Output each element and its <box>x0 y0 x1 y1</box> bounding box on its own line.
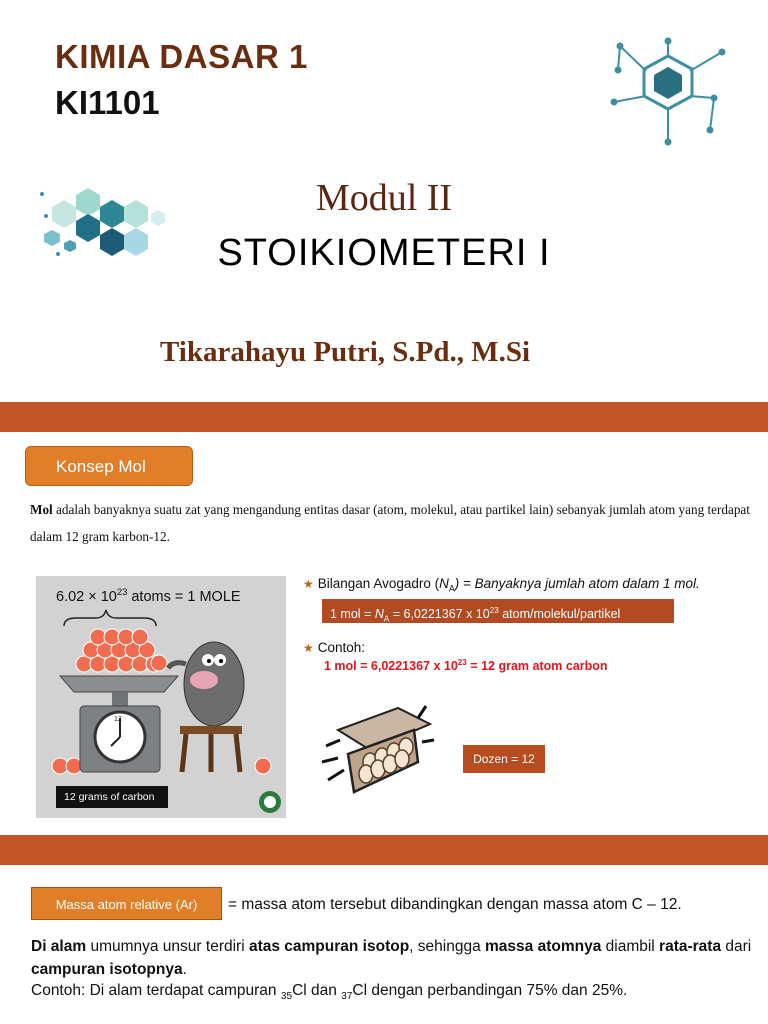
massa-atom-definition: = massa atom tersebut dibandingkan dengan massa atom C – 12. <box>228 896 682 913</box>
dozen-label: Dozen = 12 <box>463 745 545 773</box>
avogadro-line: ★ Bilangan Avogadro $(N_A)$ = Banyaknya jumlah atom dalam 1 mol. <box>303 576 700 594</box>
illustration-caption-top: $6.02 \times 10^{23}$ atoms = 1 MOLE <box>56 586 241 605</box>
avogadro-definition-box: 1 mol = $N_A = 6,0221367$ x $10^{23}$ atom/molekul/partikel <box>322 599 674 623</box>
divider-band <box>0 835 768 865</box>
mol-definition-text: adalah banyaknya suatu zat yang mengandung entitas dasar (atom, molekul, atau partikel lain) sebanyak jumlah atom yang terdapat dalam 12 gram karbon-12. <box>30 502 750 544</box>
mol-term: Mol <box>30 502 53 517</box>
module-label: Modul II <box>315 177 453 219</box>
isotope-example: Contoh: Di alam terdapat campuran $_{35}$Cl dan $_{37}$Cl dengan perbandingan 75% dan 25%. <box>31 982 628 1003</box>
mol-definition <box>30 496 750 550</box>
divider-band <box>0 402 768 432</box>
module-topic: STOIKIOMETERI I <box>217 232 551 274</box>
author-name: Tikarahayu Putri, S.Pd., M.Si <box>159 336 531 368</box>
course-code: KI1101 <box>55 84 160 121</box>
illustration-caption-bottom: 12 grams of carbon <box>56 786 168 808</box>
massa-atom-button[interactable]: Massa atom relative (Ar) <box>31 887 222 920</box>
star-bullet-icon: ★ <box>303 641 314 655</box>
konsep-mol-button[interactable]: Konsep Mol <box>25 446 193 486</box>
clock-number: 12 <box>114 716 122 723</box>
contoh-value: 1 mol = 6,0221367 x $10^{23} = 12$ gram atom carbon <box>324 658 608 674</box>
scale-and-mole-drawing <box>36 576 286 818</box>
course-title: KIMIA DASAR 1 <box>55 38 308 75</box>
molecule-network-icon <box>606 36 730 148</box>
star-bullet-icon: ★ <box>303 577 314 591</box>
isotope-explanation: Di alam umumnya unsur terdiri atas campuran isotop, sehingga massa atomnya diambil rata-rata dari campuran isotopnya. <box>31 938 752 978</box>
contoh-label: ★ Contoh: <box>303 640 366 655</box>
egg-carton-icon <box>318 700 440 804</box>
mole-illustration <box>36 576 286 818</box>
